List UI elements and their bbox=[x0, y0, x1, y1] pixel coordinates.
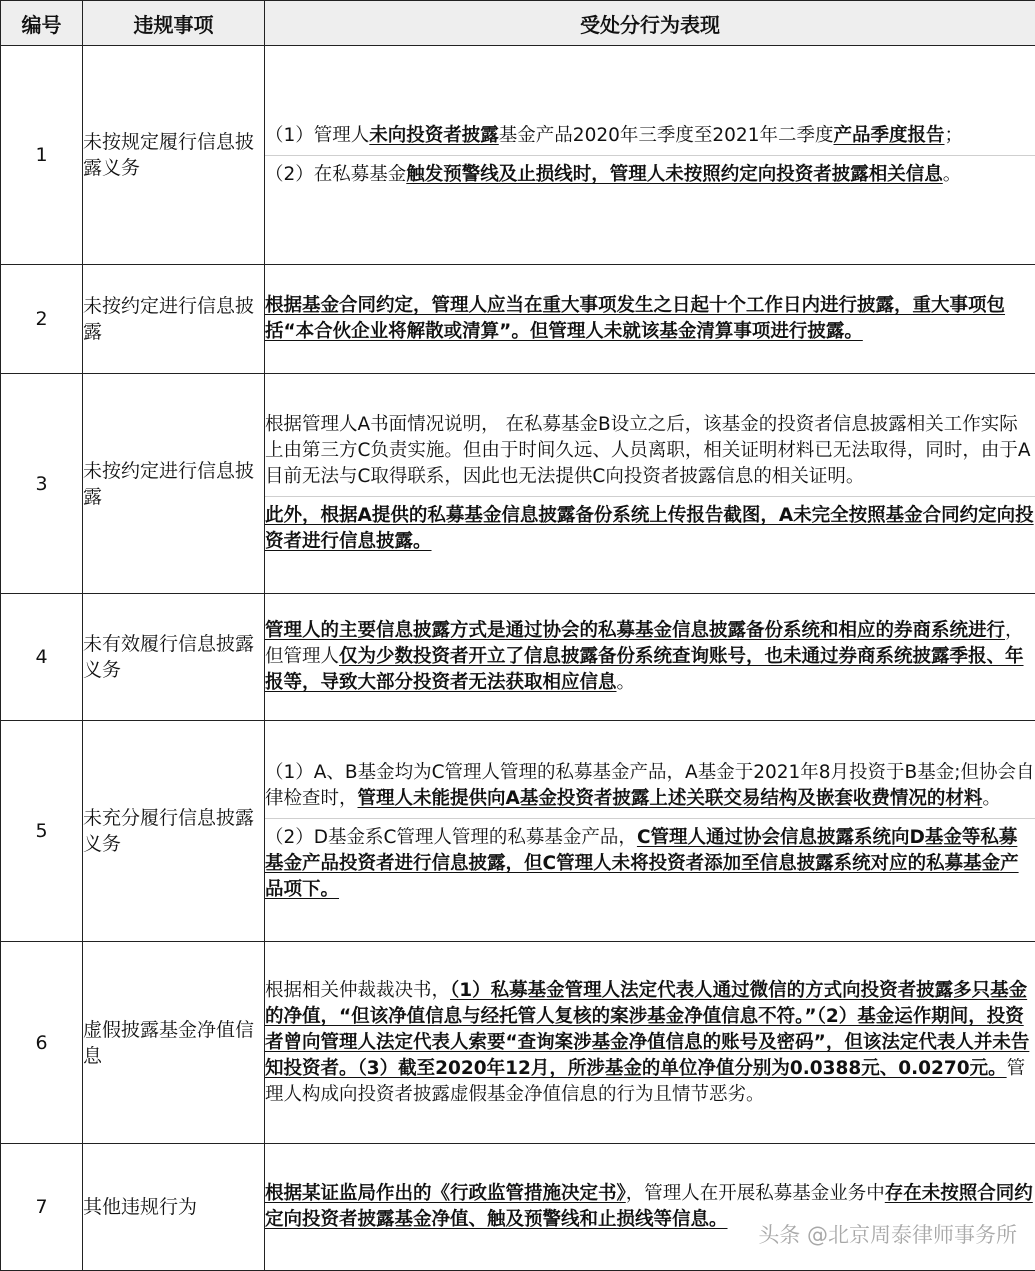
behavior-paragraph: 根据某证监局作出的《行政监管措施决定书》，管理人在开展私募基金业务中存在未按照合同约定向投资者披露基金净值、触及预警线和止损线等信息。 bbox=[265, 1183, 1033, 1230]
row-behavior bbox=[265, 594, 1035, 721]
row-violation: 未按约定进行信息披露 bbox=[83, 265, 265, 374]
row-number: 7 bbox=[1, 1144, 83, 1271]
row-behavior bbox=[265, 374, 1035, 594]
row-violation: 其他违规行为 bbox=[83, 1144, 265, 1271]
row-number: 5 bbox=[1, 721, 83, 942]
behavior-paragraph: 此外，根据A提供的私募基金信息披露备份系统上传报告截图，A未完全按照基金合同约定向投资者进行信息披露。 bbox=[265, 496, 1035, 561]
row-number: 3 bbox=[1, 374, 83, 594]
row-behavior bbox=[265, 265, 1035, 374]
behavior-paragraph: 管理人的主要信息披露方式是通过协会的私募基金信息披露备份系统和相应的券商系统进行，但管理人仅为少数投资者开立了信息披露备份系统查询账号，也未通过券商系统披露季报、年报等，导致大部分投资者无法获取相应信息。 bbox=[265, 620, 1024, 693]
row-number: 2 bbox=[1, 265, 83, 374]
row-behavior bbox=[265, 1144, 1035, 1271]
behavior-paragraph: （1）A、B基金均为C管理人管理的私募基金产品，A基金于2021年8月投资于B基金;但协会自律检查时，管理人未能提供向A基金投资者披露上述关联交易结构及嵌套收费情况的材料。 bbox=[265, 761, 1035, 809]
behavior-paragraph: 根据相关仲裁裁决书，（1）私募基金管理人法定代表人通过微信的方式向投资者披露多只基金的净值，“但该净值信息与经托管人复核的案涉基金净值信息不符。”（2）基金运作期间，投资者曾向管理人法定代表人索要“查询案涉基金净值信息的账号及密码”，但该法定代表人并未告知投资者。（3）截至2020年12月，所涉基金的单位净值分别为0.0388元、0.0270元。管理人构成向投资者披露虚假基金净值信息的行为且情节恶劣。 bbox=[265, 979, 1030, 1105]
behavior-paragraph: （2）在私募基金触发预警线及止损线时，管理人未按照约定向投资者披露相关信息。 bbox=[265, 155, 1035, 194]
table-row bbox=[1, 1144, 1035, 1271]
table-row bbox=[1, 942, 1035, 1144]
table-header-row bbox=[1, 1, 1035, 46]
row-violation: 虚假披露基金净值信息 bbox=[83, 942, 265, 1144]
table-row bbox=[1, 721, 1035, 942]
row-number: 1 bbox=[1, 46, 83, 265]
behavior-paragraph: 根据基金合同约定，管理人应当在重大事项发生之日起十个工作日内进行披露，重大事项包括“本合伙企业将解散或清算”。但管理人未就该基金清算事项进行披露。 bbox=[265, 295, 1006, 342]
table-row bbox=[1, 374, 1035, 594]
behavior-paragraph: （1）管理人未向投资者披露基金产品2020年三季度至2021年二季度产品季度报告； bbox=[265, 124, 963, 146]
row-number: 6 bbox=[1, 942, 83, 1144]
row-violation: 未有效履行信息披露义务 bbox=[83, 594, 265, 721]
row-violation: 未按规定履行信息披露义务 bbox=[83, 46, 265, 265]
header-violation: 违规事项 bbox=[83, 1, 265, 46]
table-row bbox=[1, 46, 1035, 265]
row-number: 4 bbox=[1, 594, 83, 721]
behavior-paragraph: （2）D基金系C管理人管理的私募基金产品，C管理人通过协会信息披露系统向D基金等私募基金产品投资者进行信息披露，但C管理人未将投资者添加至信息披露系统对应的私募基金产品项下。 bbox=[265, 818, 1035, 909]
watermark: 头条 @北京周泰律师事务所 bbox=[758, 1223, 1017, 1247]
header-behavior: 受处分行为表现 bbox=[265, 1, 1035, 46]
row-violation: 未按约定进行信息披露 bbox=[83, 374, 265, 594]
row-behavior bbox=[265, 46, 1035, 265]
row-behavior bbox=[265, 942, 1035, 1144]
table-row bbox=[1, 265, 1035, 374]
row-violation: 未充分履行信息披露义务 bbox=[83, 721, 265, 942]
table-row bbox=[1, 594, 1035, 721]
row-behavior bbox=[265, 721, 1035, 942]
behavior-paragraph: 根据管理人A书面情况说明， 在私募基金B设立之后，该基金的投资者信息披露相关工作实际上由第三方C负责实施。但由于时间久远、人员离职，相关证明材料已无法取得，同时，由于A目前无法与C取得联系，因此也无法提供C向投资者披露信息的相关证明。 bbox=[265, 414, 1031, 487]
header-num: 编号 bbox=[1, 1, 83, 46]
